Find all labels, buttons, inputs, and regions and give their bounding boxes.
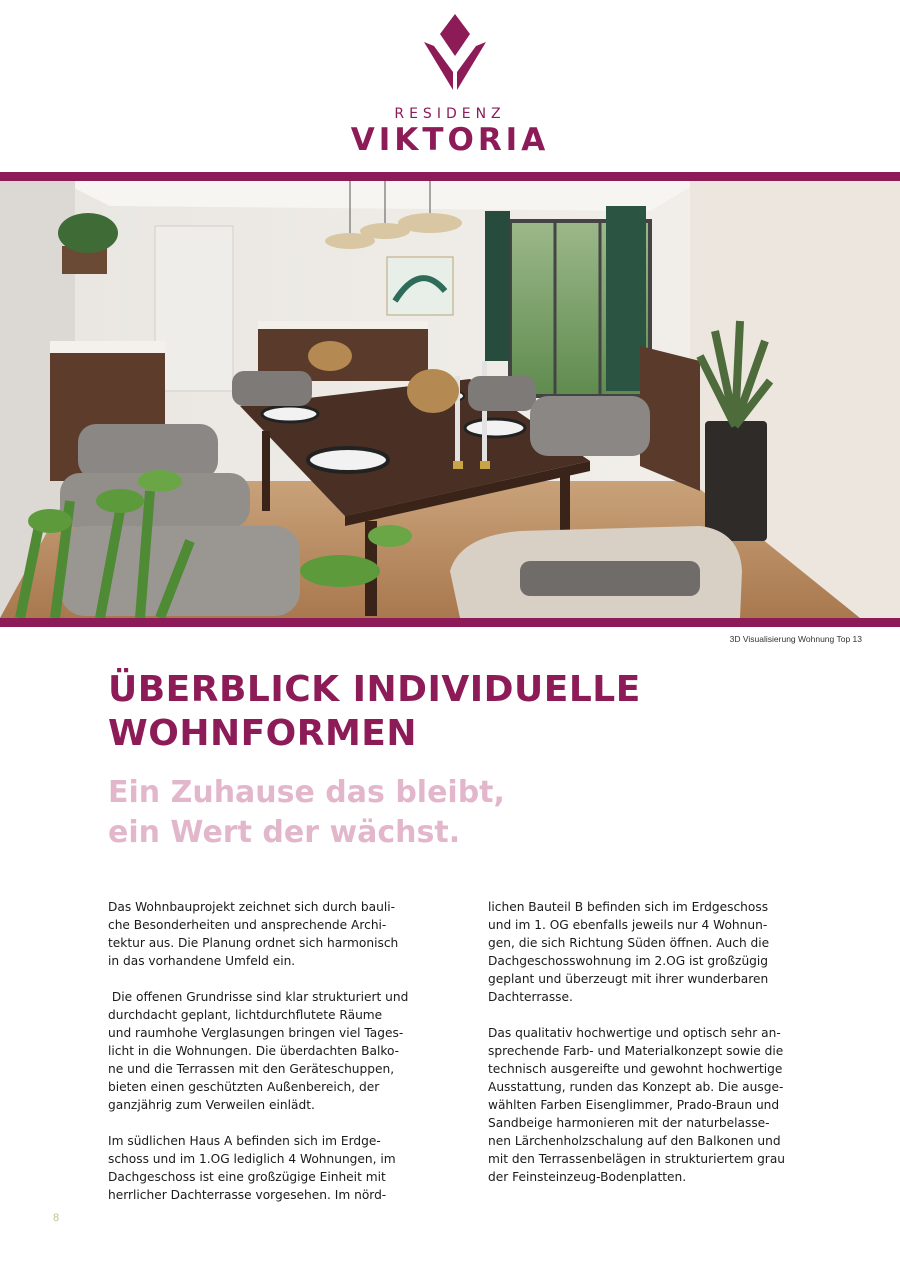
text-line: nen Lärchenholzschalung auf den Balkonen und: [488, 1134, 781, 1148]
text-line: geplant und überzeugt mit ihrer wunderbaren: [488, 972, 769, 986]
image-caption: 3D Visualisierung Wohnung Top 13: [729, 634, 862, 644]
text-line: bieten einen geschützten Außenbereich, der: [108, 1080, 380, 1094]
text-line: che Besonderheiten und ansprechende Archi-: [108, 918, 387, 932]
text-line: Die offenen Grundrisse sind klar strukturiert und: [108, 990, 409, 1004]
text-line: Im südlichen Haus A befinden sich im Erdge-: [108, 1134, 381, 1148]
text-line: Das qualitativ hochwertige und optisch sehr an-: [488, 1026, 781, 1040]
headline-line-1: ÜBERBLICK INDIVIDUELLE: [108, 669, 641, 710]
top-accent-bar: [0, 172, 900, 181]
body-column-right: [488, 880, 818, 1204]
text-line: Sandbeige harmonieren mit der naturbelasse-: [488, 1116, 770, 1130]
text-line: ganzjährig zum Verweilen einlädt.: [108, 1098, 315, 1112]
text-line: durchdacht geplant, lichtdurchflutete Räume: [108, 1008, 383, 1022]
residenz-viktoria-logo-icon: [420, 12, 490, 92]
text-line: licht in die Wohnungen. Die überdachten Balko-: [108, 1044, 400, 1058]
text-line: in das vorhandene Umfeld ein.: [108, 954, 296, 968]
text-line: technisch ausgereifte und gewohnt hochwertige: [488, 1062, 783, 1076]
subline-line-1: Ein Zuhause das bleibt,: [108, 775, 505, 810]
text-line: wählten Farben Eisenglimmer, Prado-Braun und: [488, 1098, 780, 1112]
subline-line-2: ein Wert der wächst.: [108, 815, 461, 850]
text-line: Dachgeschosswohnung im 2.OG ist großzügig: [488, 954, 769, 968]
body-column-left: [108, 880, 438, 1222]
text-line: und raumhohe Verglasungen bringen viel Tages-: [108, 1026, 404, 1040]
text-line: Das Wohnbauprojekt zeichnet sich durch bauli-: [108, 900, 395, 914]
text-line: Ausstattung, runden das Konzept ab. Die ausge-: [488, 1080, 784, 1094]
hero-interior-image: [0, 181, 900, 618]
text-line: lichen Bauteil B befinden sich im Erdgeschoss: [488, 900, 769, 914]
text-line: der Feinsteinzeug-Bodenplatten.: [488, 1170, 687, 1184]
page-number: 8: [53, 1212, 60, 1224]
text-line: Dachgeschoss ist eine großzügige Einheit mit: [108, 1170, 386, 1184]
main-headline: [108, 668, 808, 756]
text-line: und im 1. OG ebenfalls jeweils nur 4 Wohnun-: [488, 918, 768, 932]
text-line: Dachterrasse.: [488, 990, 573, 1004]
brand-top-text: RESIDENZ: [394, 106, 506, 122]
text-line: gen, die sich Richtung Süden öffnen. Auch die: [488, 936, 770, 950]
text-line: schoss und im 1.OG lediglich 4 Wohnungen, im: [108, 1152, 396, 1166]
text-line: herrlicher Dachterrasse vorgesehen. Im nörd-: [108, 1188, 387, 1202]
text-line: sprechende Farb- und Materialkonzept sowie die: [488, 1044, 784, 1058]
text-line: ne und die Terrassen mit den Geräteschuppen,: [108, 1062, 395, 1076]
sub-headline: [108, 773, 808, 853]
text-line: mit den Terrassenbelägen in strukturiertem grau: [488, 1152, 786, 1166]
headline-line-2: WOHNFORMEN: [108, 713, 418, 754]
brand-main-text: VIKTORIA: [350, 122, 550, 158]
bottom-accent-bar: [0, 618, 900, 627]
text-line: tektur aus. Die Planung ordnet sich harmonisch: [108, 936, 399, 950]
